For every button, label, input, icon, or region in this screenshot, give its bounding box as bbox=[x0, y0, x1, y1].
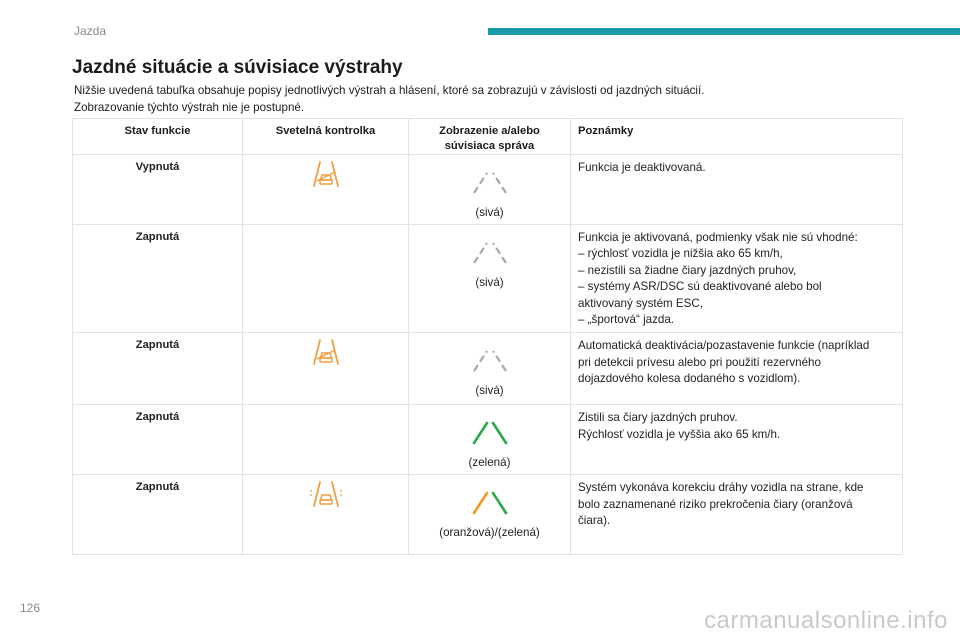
section-label: Jazda bbox=[74, 24, 107, 38]
table-row bbox=[73, 225, 903, 333]
header-display-line-1: Zobrazenie a/alebo bbox=[439, 125, 540, 137]
lane-lines-grey-icon bbox=[409, 225, 570, 271]
page-title: Jazdné situácie a súvisiace výstrahy bbox=[72, 57, 403, 78]
note-line: Funkcia je deaktivovaná. bbox=[578, 161, 706, 174]
lane-lines-grey-icon bbox=[409, 155, 570, 201]
row-notes bbox=[571, 225, 903, 333]
note-line: bolo zaznamenané riziko prekročenia čiary (oranžová bbox=[578, 497, 853, 511]
lane-keep-off-icon bbox=[311, 357, 341, 370]
lane-lines-grey-icon bbox=[409, 333, 570, 379]
warnings-table bbox=[72, 118, 903, 555]
note-line: – „športová“ jazda. bbox=[578, 313, 675, 327]
note-line: Systém vykonáva korekciu dráhy vozidla na strane, kde bbox=[578, 481, 864, 495]
lane-keep-active-icon bbox=[310, 499, 342, 512]
table-row bbox=[73, 155, 903, 225]
lane-keep-off-icon bbox=[311, 179, 341, 192]
header-display bbox=[409, 119, 571, 155]
row-lamp bbox=[243, 155, 409, 225]
table-row bbox=[73, 333, 903, 405]
row-state: Zapnutá bbox=[73, 333, 243, 405]
row-notes bbox=[571, 333, 903, 405]
table-row bbox=[73, 405, 903, 475]
intro-line-2: Zobrazovanie týchto výstrah nie je postupné. bbox=[74, 101, 305, 114]
intro-text bbox=[74, 82, 894, 116]
row-lamp bbox=[243, 225, 409, 333]
row-display bbox=[409, 225, 571, 333]
table-header-row bbox=[73, 119, 903, 155]
note-line: aktivovaný systém ESC, bbox=[578, 296, 703, 310]
intro-line-1: Nižšie uvedená tabuľka obsahuje popisy jednotlivých výstrah a hlásení, ktoré sa zobrazujú v závislosti od jazdných situácií. bbox=[74, 84, 705, 97]
header-state: Stav funkcie bbox=[73, 119, 243, 155]
note-line: – rýchlosť vozidla je nižšia ako 65 km/h, bbox=[578, 247, 783, 261]
note-line: pri detekcii prívesu alebo pri použití rezervného bbox=[578, 355, 821, 369]
row-notes bbox=[571, 405, 903, 475]
row-state: Zapnutá bbox=[73, 475, 243, 555]
table-row bbox=[73, 475, 903, 555]
row-notes bbox=[571, 475, 903, 555]
row-display bbox=[409, 405, 571, 475]
header-lamp: Svetelná kontrolka bbox=[243, 119, 409, 155]
note-line: Automatická deaktivácia/pozastavenie funkcie (napríklad bbox=[578, 339, 870, 353]
note-line: čiara). bbox=[578, 514, 611, 528]
row-lamp bbox=[243, 405, 409, 475]
row-state: Vypnutá bbox=[73, 155, 243, 225]
display-caption: (oranžová)/(zelená) bbox=[439, 526, 540, 540]
note-line: dojazdového kolesa dodaného s vozidlom). bbox=[578, 372, 801, 386]
row-notes bbox=[571, 155, 903, 225]
header-display-line-2: súvisiaca správa bbox=[444, 140, 535, 152]
lane-lines-orange-green-icon bbox=[409, 475, 570, 521]
header-notes: Poznámky bbox=[571, 119, 903, 155]
note-line: – systémy ASR/DSC sú deaktivované alebo bol bbox=[578, 280, 822, 294]
note-line: Funkcia je aktivovaná, podmienky však nie sú vhodné: bbox=[578, 231, 858, 244]
header-accent-bar bbox=[488, 28, 960, 35]
row-display bbox=[409, 333, 571, 405]
row-lamp bbox=[243, 475, 409, 555]
display-caption: (zelená) bbox=[468, 456, 511, 470]
display-caption: (sivá) bbox=[475, 276, 504, 289]
row-display bbox=[409, 155, 571, 225]
row-state: Zapnutá bbox=[73, 225, 243, 333]
display-caption: (sivá) bbox=[475, 206, 504, 219]
display-caption: (sivá) bbox=[475, 384, 504, 398]
row-lamp bbox=[243, 333, 409, 405]
row-display bbox=[409, 475, 571, 555]
page-number: 126 bbox=[20, 601, 41, 615]
lane-lines-green-icon bbox=[409, 405, 570, 451]
note-line: Rýchlosť vozidla je vyššia ako 65 km/h. bbox=[578, 427, 781, 441]
watermark: carmanualsonline.info bbox=[704, 607, 948, 634]
row-state: Zapnutá bbox=[73, 405, 243, 475]
note-line: Zistili sa čiary jazdných pruhov. bbox=[578, 411, 738, 425]
note-line: – nezistili sa žiadne čiary jazdných pruhov, bbox=[578, 263, 797, 277]
